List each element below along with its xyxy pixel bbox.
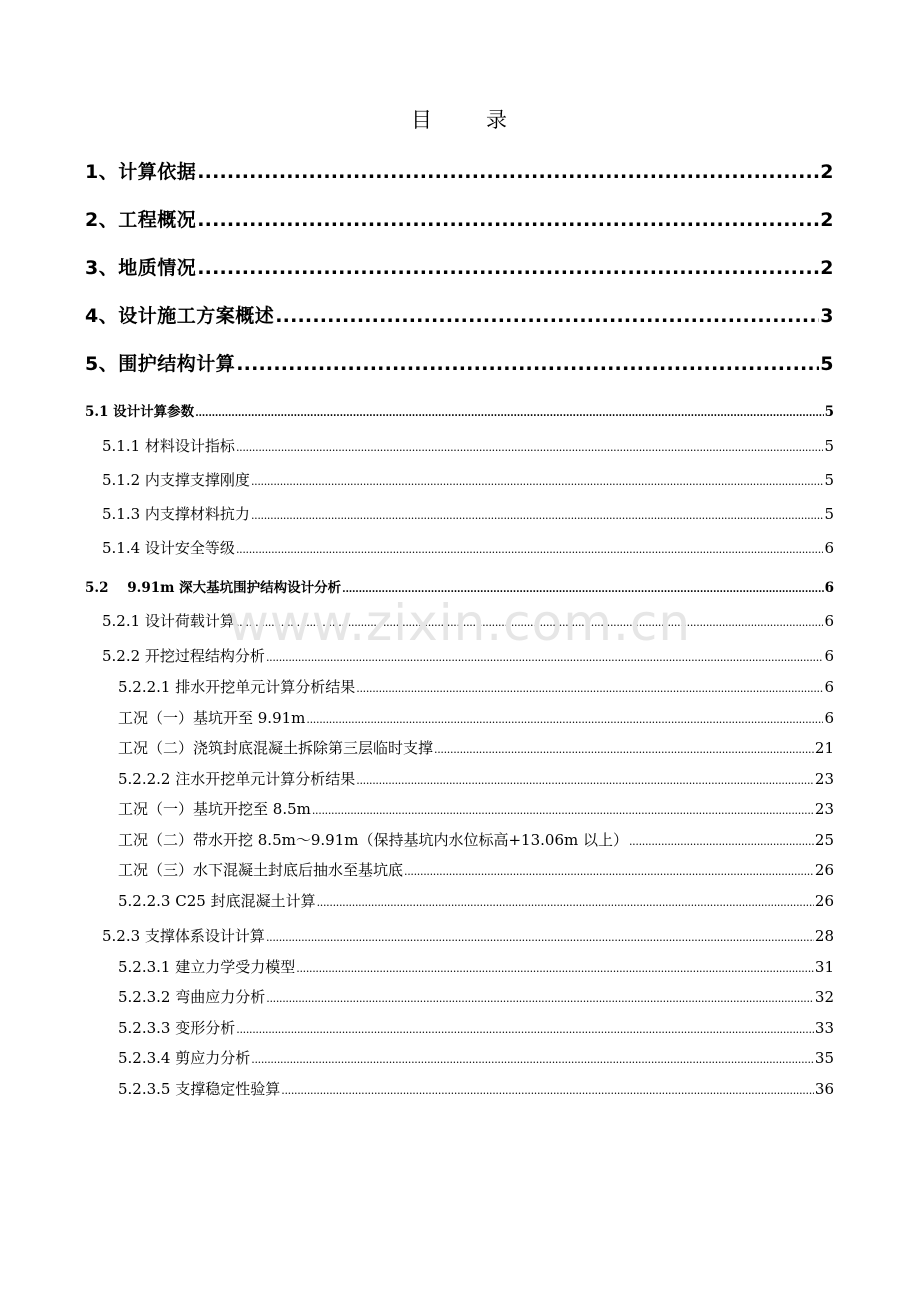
toc-page-number: 31	[814, 958, 834, 976]
toc-title	[0, 104, 920, 134]
toc-entry-5-2-3-2[interactable]	[118, 986, 834, 1007]
toc-leader-dots	[197, 257, 819, 279]
toc-leader-dots	[197, 209, 819, 231]
toc-leader-dots	[356, 682, 823, 695]
toc-page-number: 23	[814, 770, 834, 788]
toc-entry-5[interactable]	[85, 349, 834, 376]
toc-entry-label: 5.1.3 内支撑材料抗力	[102, 505, 250, 523]
toc-entry-label: 5.1.2 内支撑支撑刚度	[102, 471, 250, 489]
toc-entry-case-2a[interactable]	[118, 737, 834, 758]
toc-leader-dots	[251, 509, 824, 522]
toc-entry-label: 5、围护结构计算	[85, 353, 236, 375]
toc-page-number: 28	[814, 927, 834, 945]
toc-entry-label: 工况（一）基坑开挖至 8.5m	[118, 800, 311, 818]
toc-entry-label: 3、地质情况	[85, 257, 197, 279]
toc-entry-5-2-2-3[interactable]	[118, 890, 834, 911]
toc-leader-dots	[236, 616, 824, 629]
toc-page-number: 25	[814, 831, 834, 849]
toc-page-number: 6	[824, 539, 834, 557]
toc-leader-dots	[197, 161, 819, 183]
toc-entry-label: 5.2.1 设计荷载计算	[102, 612, 235, 630]
toc-leader-dots	[236, 441, 824, 454]
toc-page-number: 5	[824, 437, 834, 455]
toc-leader-dots	[312, 804, 814, 817]
toc-entry-label: 5.2 9.91m 深大基坑围护结构设计分析	[85, 580, 342, 596]
toc-entry-case-3b[interactable]	[118, 859, 834, 880]
toc-leader-dots	[434, 743, 814, 756]
toc-leader-dots	[251, 475, 824, 488]
toc-leader-dots	[275, 305, 819, 327]
toc-leader-dots	[306, 713, 823, 726]
toc-page-number: 6	[824, 580, 834, 596]
toc-leader-dots	[266, 651, 824, 664]
toc-page-number: 5	[824, 471, 834, 489]
toc-page-number: 5	[820, 353, 834, 375]
toc-entry-2[interactable]	[85, 205, 834, 232]
toc-entry-4[interactable]	[85, 301, 834, 328]
toc-entry-5-2-3-5[interactable]	[118, 1078, 834, 1099]
toc-leader-dots	[266, 931, 814, 944]
toc-entry-label: 5.1.1 材料设计指标	[102, 437, 235, 455]
toc-leader-dots	[317, 896, 814, 909]
toc-entry-label: 5.1 设计计算参数	[85, 404, 195, 420]
toc-entry-label: 5.2.2.3 C25 封底混凝土计算	[118, 892, 316, 910]
toc-entry-5-1-4[interactable]	[102, 537, 834, 558]
toc-leader-dots	[236, 1023, 814, 1036]
toc-entry-3[interactable]	[85, 253, 834, 280]
toc-entry-label: 工况（三）水下混凝土封底后抽水至基坑底	[118, 861, 404, 879]
toc-entry-5-2-3-1[interactable]	[118, 956, 834, 977]
toc-entry-label: 5.2.3.2 弯曲应力分析	[118, 988, 266, 1006]
toc-entry-5-1-1[interactable]	[102, 435, 834, 456]
toc-entry-5-2-2-1[interactable]	[118, 676, 834, 697]
toc-page-number: 21	[814, 739, 834, 757]
toc-entry-label: 工况（一）基坑开至 9.91m	[118, 709, 306, 727]
toc-leader-dots	[629, 835, 814, 848]
toc-page-number: 5	[824, 404, 834, 420]
toc-entry-case-2b[interactable]	[118, 829, 834, 850]
toc-entry-5-2-3[interactable]	[102, 925, 834, 946]
toc-leader-dots	[356, 774, 814, 787]
toc-page-number: 26	[814, 892, 834, 910]
toc-entry-label: 4、设计施工方案概述	[85, 305, 275, 327]
toc-entry-label: 工况（二）浇筑封底混凝土拆除第三层临时支撑	[118, 739, 434, 757]
toc-entry-label: 1、计算依据	[85, 161, 197, 183]
toc-page-number: 2	[820, 209, 834, 231]
toc-title-char-2: 录	[486, 108, 509, 132]
toc-page-number: 32	[814, 988, 834, 1006]
toc-page-number: 35	[814, 1049, 834, 1067]
toc-entry-1[interactable]	[85, 157, 834, 184]
toc-leader-dots	[342, 584, 823, 595]
toc-entry-label: 5.2.3.4 剪应力分析	[118, 1049, 251, 1067]
toc-leader-dots	[404, 865, 814, 878]
toc-entry-case-1b[interactable]	[118, 798, 834, 819]
toc-leader-dots	[236, 543, 824, 556]
toc-page-number: 33	[814, 1019, 834, 1037]
toc-page-number: 2	[820, 161, 834, 183]
toc-entry-label: 工况（二）带水开挖 8.5m～9.91m（保持基坑内水位标高+13.06m 以上）	[118, 831, 628, 849]
toc-entry-5-2-2-2[interactable]	[118, 768, 834, 789]
toc-entry-case-1a[interactable]	[118, 707, 834, 728]
toc-page-number: 26	[814, 861, 834, 879]
toc-entry-5-2[interactable]	[85, 576, 834, 596]
toc-leader-dots	[296, 962, 814, 975]
toc-entry-label: 5.2.3.5 支撑稳定性验算	[118, 1080, 281, 1098]
toc-entry-label: 5.1.4 设计安全等级	[102, 539, 235, 557]
toc-entry-5-1-2[interactable]	[102, 469, 834, 490]
toc-leader-dots	[281, 1084, 814, 1097]
toc-leader-dots	[251, 1053, 814, 1066]
toc-page-number: 6	[824, 647, 834, 665]
toc-leader-dots	[195, 408, 823, 419]
toc-page-number: 6	[824, 612, 834, 630]
toc-page-number: 2	[820, 257, 834, 279]
toc-entry-label: 5.2.3.1 建立力学受力模型	[118, 958, 296, 976]
toc-title-char-1: 目	[411, 108, 434, 132]
watermark-text: www.zixin.com.cn	[228, 594, 692, 652]
toc-entry-5-2-1[interactable]	[102, 610, 834, 631]
toc-leader-dots	[266, 992, 814, 1005]
toc-page-number: 6	[824, 678, 834, 696]
toc-page-number: 3	[820, 305, 834, 327]
toc-page-number: 36	[814, 1080, 834, 1098]
toc-entry-5-1[interactable]	[85, 400, 834, 420]
toc-entry-5-1-3[interactable]	[102, 503, 834, 524]
toc-entry-label: 5.2.3.3 变形分析	[118, 1019, 236, 1037]
toc-page-number: 6	[824, 709, 834, 727]
toc-entry-5-2-3-4[interactable]	[118, 1047, 834, 1068]
toc-entry-5-2-2[interactable]	[102, 645, 834, 666]
toc-entry-label: 2、工程概况	[85, 209, 197, 231]
toc-page-number: 5	[824, 505, 834, 523]
toc-entry-label: 5.2.2 开挖过程结构分析	[102, 647, 265, 665]
toc-entry-label: 5.2.2.1 排水开挖单元计算分析结果	[118, 678, 356, 696]
toc-entry-label: 5.2.2.2 注水开挖单元计算分析结果	[118, 770, 356, 788]
toc-entry-5-2-3-3[interactable]	[118, 1017, 834, 1038]
toc-entry-label: 5.2.3 支撑体系设计计算	[102, 927, 265, 945]
toc-leader-dots	[236, 353, 819, 375]
toc-page-number: 23	[814, 800, 834, 818]
